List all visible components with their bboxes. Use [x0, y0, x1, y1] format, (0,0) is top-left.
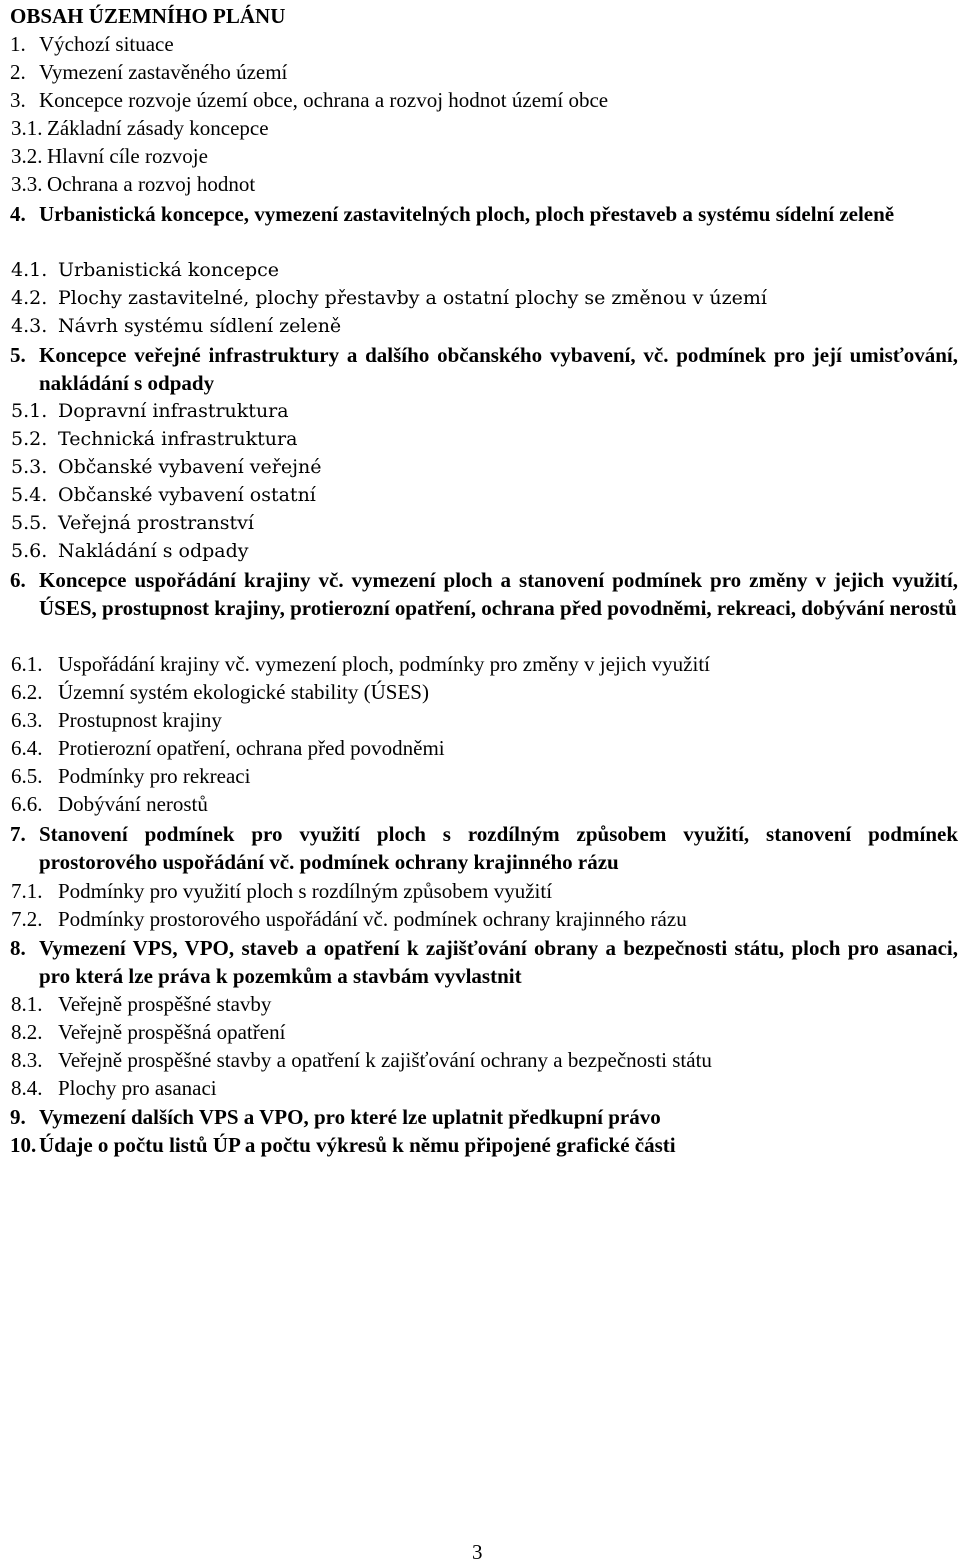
toc-entry-6-4 [11, 734, 911, 762]
toc-entry-6-2 [11, 678, 911, 706]
toc-entry-text: Veřejně prospěšné stavby a opatření k zajišťování ochrany a bezpečnosti státu [58, 1048, 712, 1072]
toc-entry-text: Ochrana a rozvoj hodnot [47, 172, 256, 196]
toc-entry-number: 8.3. [11, 1048, 43, 1072]
toc-entry-text: Nakládání s odpady [58, 540, 249, 562]
toc-entry-number: 5.6. [11, 540, 48, 562]
toc-entry-number: 6.1. [11, 652, 43, 676]
toc-entry-number: 6.6. [11, 792, 43, 816]
toc-entry-number: 8.2. [11, 1020, 43, 1044]
toc-entry-number: 6. [10, 568, 26, 592]
toc-entry-text: Základní zásady koncepce [47, 116, 269, 140]
toc-entry-text: Urbanistická koncepce, vymezení zastavitelných ploch, ploch přestaveb a systému sídelní zeleně [39, 202, 895, 226]
toc-entry-5-6 [11, 537, 911, 565]
toc-entry-8-2 [11, 1018, 911, 1046]
toc-entry-text: Veřejně prospěšné stavby [58, 992, 272, 1016]
toc-entry-number: 3.3. [11, 172, 43, 196]
toc-entry-text: Koncepce veřejné infrastruktury a dalšího občanského vybavení, vč. podmínek pro její umisťování, nakládání s odpady [39, 343, 958, 395]
toc-entry-number: 7. [10, 822, 26, 846]
toc-entry-text: Uspořádání krajiny vč. vymezení ploch, podmínky pro změny v jejich využití [58, 652, 711, 676]
toc-entry-number: 6.2. [11, 680, 43, 704]
toc-entry-text: Veřejně prospěšná opatření [58, 1020, 286, 1044]
toc-entry-3-3 [11, 170, 911, 198]
toc-entry-number: 8. [10, 936, 26, 960]
toc-entry-7-2 [11, 905, 911, 933]
toc-entry-10 [10, 1131, 950, 1159]
toc-entry-text: Stanovení podmínek pro využití ploch s rozdílným způsobem využití, stanovení podmínek prostorového uspořádání vč. podmínek ochrany krajinného rázu [39, 822, 958, 874]
toc-entry-text: Vymezení dalších VPS a VPO, pro které lze uplatnit předkupní právo [39, 1105, 661, 1129]
toc-entry-text: Koncepce rozvoje území obce, ochrana a rozvoj hodnot území obce [39, 88, 609, 112]
toc-entry-4-2 [11, 284, 911, 312]
toc-entry-8-1 [11, 990, 911, 1018]
page-number: 3 [472, 1540, 483, 1564]
toc-entry-4-3 [11, 312, 911, 340]
toc-entry-number: 5.5. [11, 512, 48, 534]
toc-entry-text: Dopravní infrastruktura [58, 400, 289, 422]
toc-entry-6 [10, 566, 958, 650]
toc-entry-number: 7.2. [11, 907, 43, 931]
toc-entry-number: 7.1. [11, 879, 43, 903]
toc-entry-number: 4.3. [11, 315, 48, 337]
toc-entry-7-1 [11, 877, 911, 905]
toc-entry-4 [10, 200, 958, 256]
toc-entry-6-1 [11, 650, 951, 678]
toc-entry-6-3 [11, 706, 911, 734]
toc-entry-text: Hlavní cíle rozvoje [47, 144, 208, 168]
toc-entry-1 [10, 30, 950, 58]
toc-title: OBSAH ÚZEMNÍHO PLÁNU [10, 4, 286, 28]
toc-entry-text: Výchozí situace [39, 32, 174, 56]
toc-entry-4-1 [11, 256, 911, 284]
toc-entry-text: Podmínky prostorového uspořádání vč. podmínek ochrany krajinného rázu [58, 907, 687, 931]
toc-entry-text: Vymezení VPS, VPO, staveb a opatření k zajišťování obrany a bezpečnosti státu, ploch pro asanaci, pro která lze práva k pozemkům a stavbám vyvlastnit [39, 936, 958, 988]
toc-entry-9 [10, 1103, 950, 1131]
toc-entry-text: Veřejná prostranství [58, 512, 254, 534]
toc-entry-number: 8.4. [11, 1076, 43, 1100]
toc-entry-number: 3. [10, 88, 26, 112]
toc-entry-number: 4.2. [11, 287, 48, 309]
toc-entry-5-1 [11, 397, 911, 425]
toc-entry-number: 10. [10, 1133, 37, 1157]
toc-entry-number: 5.1. [11, 400, 48, 422]
toc-entry-text: Údaje o počtu listů ÚP a počtu výkresů k němu připojené grafické části [39, 1133, 676, 1157]
toc-entry-5-3 [11, 453, 911, 481]
toc-entry-number: 6.5. [11, 764, 43, 788]
toc-entry-2 [10, 58, 950, 86]
toc-entry-number: 1. [10, 32, 26, 56]
toc-entry-number: 9. [10, 1105, 26, 1129]
toc-entry-number: 4. [10, 202, 26, 226]
toc-entry-text: Vymezení zastavěného území [39, 60, 288, 84]
toc-entry-5-4 [11, 481, 911, 509]
toc-entry-text: Plochy zastavitelné, plochy přestavby a ostatní plochy se změnou v území [58, 287, 767, 309]
toc-entry-text: Podmínky pro rekreaci [58, 764, 251, 788]
toc-entry-number: 3.2. [11, 144, 43, 168]
toc-entry-number: 5.3. [11, 456, 48, 478]
toc-entry-6-5 [11, 762, 911, 790]
toc-entry-number: 8.1. [11, 992, 43, 1016]
toc-entry-number: 5.4. [11, 484, 48, 506]
toc-entry-number: 2. [10, 60, 26, 84]
toc-entry-number: 6.3. [11, 708, 43, 732]
toc-entry-number: 6.4. [11, 736, 43, 760]
toc-entry-number: 3.1. [11, 116, 43, 140]
toc-entry-text: Občanské vybavení veřejné [58, 456, 322, 478]
toc-entry-8-3 [11, 1046, 911, 1074]
toc-entry-text: Podmínky pro využití ploch s rozdílným způsobem využití [58, 879, 553, 903]
toc-entry-number: 4.1. [11, 259, 48, 281]
toc-entry-5 [10, 341, 958, 397]
toc-entry-text: Protierozní opatření, ochrana před povodněmi [58, 736, 445, 760]
toc-entry-text: Dobývání nerostů [58, 792, 208, 816]
toc-entry-6-6 [11, 790, 911, 818]
toc-entry-text: Plochy pro asanaci [58, 1076, 217, 1100]
toc-entry-number: 5. [10, 343, 26, 367]
toc-entry-text: Občanské vybavení ostatní [58, 484, 316, 506]
toc-entry-text: Urbanistická koncepce [58, 259, 280, 281]
toc-entry-text: Prostupnost krajiny [58, 708, 222, 732]
toc-entry-8 [10, 934, 958, 990]
toc-entry-number: 5.2. [11, 428, 48, 450]
toc-entry-3-1 [11, 114, 911, 142]
toc-entry-7 [10, 820, 958, 876]
toc-entry-text: Technická infrastruktura [58, 428, 298, 450]
toc-entry-5-2 [11, 425, 911, 453]
toc-entry-3-2 [11, 142, 911, 170]
toc-entry-8-4 [11, 1074, 911, 1102]
toc-entry-text: Koncepce uspořádání krajiny vč. vymezení ploch a stanovení podmínek pro změny v jejich využití, ÚSES, prostupnost krajiny, protierozní opatření, ochrana před povodněmi, rekreaci, dobývání nerostů [39, 568, 958, 620]
toc-entry-5-5 [11, 509, 911, 537]
toc-entry-text: Územní systém ekologické stability (ÚSES) [58, 680, 429, 704]
toc-entry-3 [10, 86, 950, 114]
toc-entry-text: Návrh systému sídlení zeleně [58, 315, 342, 337]
